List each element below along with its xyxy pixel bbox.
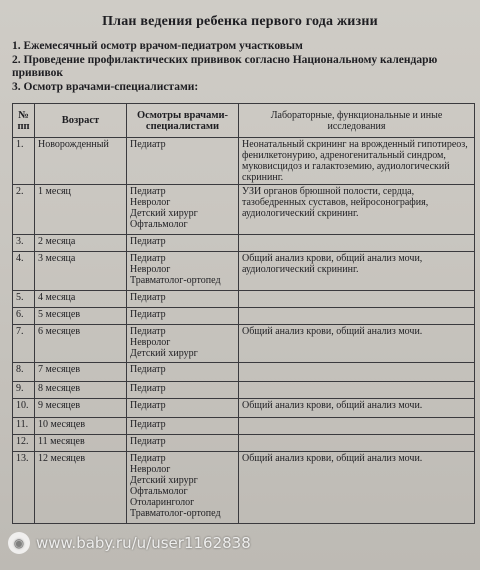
row-tests: УЗИ органов брюшной полости, сердца, тазобедренных суставов, нейросонография, аудиологический скрининг. <box>239 185 475 235</box>
header-doctors: Осмотры врачами-специалистами <box>127 104 239 138</box>
row-number: 8. <box>13 363 35 382</box>
row-tests: Общий анализ крови, общий анализ мочи. <box>239 325 475 363</box>
doctor-name: Педиатр <box>130 364 166 375</box>
row-doctors <box>127 252 239 291</box>
row-number: 2. <box>13 185 35 235</box>
row-doctors <box>127 138 239 185</box>
camera-icon: ◉ <box>8 532 30 554</box>
row-tests: Общий анализ крови, общий анализ мочи, аудиологический скрининг. <box>239 252 475 291</box>
table-row <box>13 185 475 235</box>
doctor-name: Невролог <box>130 264 171 275</box>
row-tests <box>239 382 475 399</box>
document-title: План ведения ребенка первого года жизни <box>102 14 378 29</box>
doctor-name: Невролог <box>130 464 171 475</box>
plan-item-3: 3. Осмотр врачами-специалистами: <box>12 80 199 93</box>
row-age: 3 месяца <box>35 252 127 291</box>
plan-item-1: 1. Ежемесячный осмотр врачом-педиатром участковым <box>12 40 303 52</box>
row-tests <box>239 363 475 382</box>
row-number: 10. <box>13 399 35 418</box>
table-row <box>13 291 475 308</box>
row-doctors <box>127 363 239 382</box>
table-row <box>13 418 475 435</box>
header-age: Возраст <box>35 104 127 138</box>
doctor-name: Невролог <box>130 197 171 208</box>
doctor-name: Педиатр <box>130 453 166 464</box>
row-age: 5 месяцев <box>35 308 127 325</box>
table-row <box>13 363 475 382</box>
row-tests: Общий анализ крови, общий анализ мочи. <box>239 399 475 418</box>
row-doctors <box>127 308 239 325</box>
schedule-table <box>12 103 475 524</box>
row-age: 8 месяцев <box>35 382 127 399</box>
doctor-name: Травматолог-ортопед <box>130 508 221 519</box>
table-body <box>13 138 475 524</box>
table-row <box>13 325 475 363</box>
table-row <box>13 138 475 185</box>
doctor-name: Педиатр <box>130 139 166 150</box>
watermark <box>8 530 308 556</box>
doctor-name: Отоларинголог <box>130 497 195 508</box>
table-row <box>13 382 475 399</box>
table-row <box>13 435 475 452</box>
row-number: 7. <box>13 325 35 363</box>
row-tests <box>239 435 475 452</box>
row-number: 9. <box>13 382 35 399</box>
doctor-name: Педиатр <box>130 419 166 430</box>
row-tests <box>239 308 475 325</box>
row-number: 4. <box>13 252 35 291</box>
row-tests <box>239 418 475 435</box>
table-row <box>13 252 475 291</box>
row-number: 1. <box>13 138 35 185</box>
doctor-name: Педиатр <box>130 309 166 320</box>
row-doctors <box>127 435 239 452</box>
row-number: 13. <box>13 452 35 524</box>
header-tests: Лабораторные, функциональные и иные исследования <box>239 104 475 138</box>
doctor-name: Детский хирург <box>130 475 198 486</box>
doctor-name: Офтальмолог <box>130 219 188 230</box>
row-age: 6 месяцев <box>35 325 127 363</box>
doctor-name: Детский хирург <box>130 208 198 219</box>
row-age: 7 месяцев <box>35 363 127 382</box>
doctor-name: Педиатр <box>130 326 166 337</box>
row-doctors <box>127 452 239 524</box>
row-tests <box>239 291 475 308</box>
table-header-row <box>13 104 475 138</box>
plan-items <box>12 40 474 94</box>
doctor-name: Офтальмолог <box>130 486 188 497</box>
doctor-name: Педиатр <box>130 253 166 264</box>
row-number: 11. <box>13 418 35 435</box>
doctor-name: Детский хирург <box>130 348 198 359</box>
row-age: 9 месяцев <box>35 399 127 418</box>
doctor-name: Педиатр <box>130 383 166 394</box>
row-doctors <box>127 185 239 235</box>
row-tests <box>239 235 475 252</box>
row-doctors <box>127 235 239 252</box>
table-row <box>13 452 475 524</box>
row-doctors <box>127 325 239 363</box>
doctor-name: Педиатр <box>130 236 166 247</box>
row-number: 6. <box>13 308 35 325</box>
row-number: 5. <box>13 291 35 308</box>
row-age: 11 месяцев <box>35 435 127 452</box>
table-row <box>13 235 475 252</box>
row-number: 12. <box>13 435 35 452</box>
row-age: 1 месяц <box>35 185 127 235</box>
table-row <box>13 399 475 418</box>
plan-item-2: 2. Проведение профилактических прививок согласно Национальному календарю прививок <box>12 53 438 79</box>
doctor-name: Педиатр <box>130 186 166 197</box>
watermark-text: www.baby.ru/u/user1162838 <box>36 534 251 552</box>
row-doctors <box>127 399 239 418</box>
header-num: № пп <box>13 104 35 138</box>
row-doctors <box>127 291 239 308</box>
doctor-name: Педиатр <box>130 400 166 411</box>
row-age: 4 месяца <box>35 291 127 308</box>
row-age: 12 месяцев <box>35 452 127 524</box>
row-age: 10 месяцев <box>35 418 127 435</box>
row-tests: Общий анализ крови, общий анализ мочи. <box>239 452 475 524</box>
row-age: Новорожденный <box>35 138 127 185</box>
row-tests: Неонатальный скрининг на врожденный гипотиреоз, фенилкетонурию, адреногенитальный синдром, муковисцидоз и галактоземию, аудиологический скрининг. <box>239 138 475 185</box>
row-age: 2 месяца <box>35 235 127 252</box>
doctor-name: Невролог <box>130 337 171 348</box>
doctor-name: Педиатр <box>130 292 166 303</box>
doctor-name: Педиатр <box>130 436 166 447</box>
table-row <box>13 308 475 325</box>
row-doctors <box>127 418 239 435</box>
row-doctors <box>127 382 239 399</box>
row-number: 3. <box>13 235 35 252</box>
doctor-name: Травматолог-ортопед <box>130 275 221 286</box>
